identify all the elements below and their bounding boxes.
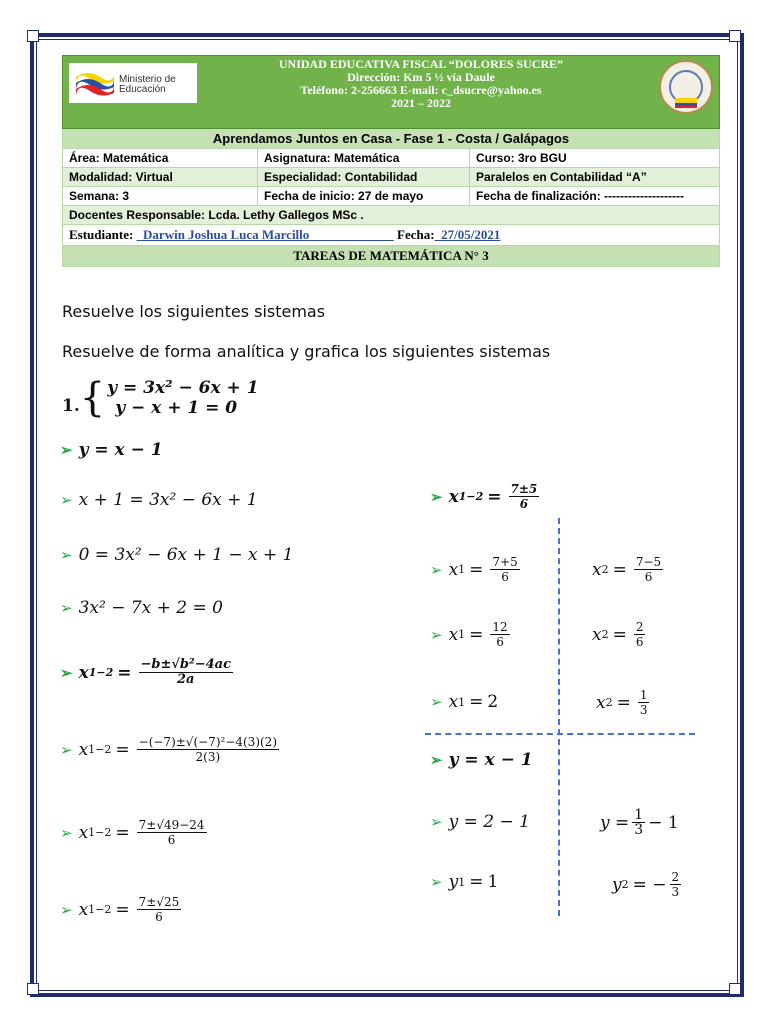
problem-number: 1.: [62, 396, 80, 416]
step-7: ➢ x 1−2 = $\frac{7\pm√49-24}{6}$: [60, 818, 205, 847]
especialidad-cell: Especialidad: Contabilidad: [258, 168, 470, 186]
r-step-4a: ➢ x 1 = 2: [430, 692, 499, 712]
arrow-icon: ➢: [60, 823, 73, 842]
school-info: [203, 58, 639, 110]
r-step-2a: ➢ x 1 = $\frac{7+5}{6}$: [430, 555, 518, 584]
arrow-icon: ➢: [60, 663, 73, 682]
school-contact: Teléfono: 2-256663 E-mail: c_dsucre@yahoo.es: [300, 83, 542, 97]
arrow-icon: ➢: [430, 625, 443, 644]
border-corner: [27, 983, 39, 995]
student-name: Darwin Joshua Luca Marcillo: [136, 227, 394, 242]
r-step-3b: x 2 = $\frac{2}{6}$: [592, 620, 644, 649]
instruction-1: Resuelve los siguientes sistemas: [62, 302, 326, 321]
step-4: ➢ 3x² − 7x + 2 = 0: [60, 598, 223, 618]
curso-cell: Curso: 3ro BGU: [476, 151, 567, 165]
border-corner: [729, 30, 741, 42]
equation-1: y = 3x² − 6x + 1: [107, 378, 259, 398]
r-step-6b: y = $\frac{1}{3}$ − 1: [600, 807, 679, 838]
school-emblem-icon: [659, 60, 713, 114]
vertical-dashed-line: [558, 518, 560, 916]
arrow-icon: ➢: [430, 560, 443, 579]
r-step-5: ➢ y = x − 1: [430, 750, 533, 770]
fecha-inicio-cell: Fecha de inicio: 27 de mayo: [258, 187, 470, 205]
r-step-7b: y 2 = − $\frac{2}{3}$: [612, 870, 680, 899]
instruction-2: Resuelve de forma analítica y grafica los siguientes sistemas: [62, 342, 551, 361]
step-8: ➢ x 1−2 = $\frac{7\pm√25}{6}$: [60, 895, 180, 924]
ministry-logo: [69, 63, 197, 103]
student-label: Estudiante:: [69, 227, 134, 242]
r-step-6a: ➢ y = 2 − 1: [430, 812, 530, 832]
header-table: [62, 55, 720, 267]
fecha-fin-cell: Fecha de finalización: --------------------: [476, 189, 684, 203]
equation-2: y − x + 1 = 0: [115, 398, 238, 418]
ecuador-wave-icon: [74, 69, 114, 97]
semana-cell: Semana: 3: [63, 187, 258, 205]
brace-icon: {: [79, 375, 106, 421]
arrow-icon: ➢: [60, 491, 73, 509]
phase-title: Aprendamos Juntos en Casa - Fase 1 - Costa / Galápagos: [212, 131, 570, 146]
arrow-icon: ➢: [430, 487, 443, 506]
horizontal-dashed-line: [425, 733, 695, 735]
r-step-3a: ➢ x 1 = $\frac{12}{6}$: [430, 620, 508, 649]
arrow-icon: ➢: [430, 873, 443, 891]
step-2: ➢ x + 1 = 3x² − 6x + 1: [60, 490, 258, 510]
school-banner: [62, 55, 720, 129]
arrow-icon: ➢: [60, 441, 73, 459]
step-6: ➢ x 1−2 = $\frac{\text{−(−7)±√(−7)²−4(3)(2)}}{2(3)}$: [60, 735, 277, 764]
border-corner: [27, 30, 39, 42]
r-step-2b: x 2 = $\frac{7-5}{6}$: [592, 555, 662, 584]
date-value: 27/05/2021: [434, 227, 501, 242]
r-step-1: ➢ x 1−2 = $\frac{7\pm 5}{6}$: [430, 482, 538, 511]
area-cell: Área: Matemática: [63, 149, 258, 167]
ministry-logo-text: Ministerio de Educación: [119, 74, 176, 95]
school-name: UNIDAD EDUCATIVA FISCAL “DOLORES SUCRE”: [278, 57, 564, 71]
r-step-7a: ➢ y 1 = 1: [430, 872, 499, 892]
student-row: [62, 225, 720, 246]
arrow-icon: ➢: [60, 900, 73, 919]
date-label: Fecha:: [397, 227, 435, 242]
modalidad-cell: Modalidad: Virtual: [63, 168, 258, 186]
info-row-2: [62, 168, 720, 187]
paralelos-cell: Paralelos en Contabilidad “A”: [476, 170, 647, 184]
info-row-3: [62, 187, 720, 206]
arrow-icon: ➢: [430, 813, 443, 831]
r-step-4b: x 2 = $\frac{1}{3}$: [596, 688, 648, 717]
docentes-cell: Docentes Responsable: Lcda. Lethy Gallegos MSc .: [69, 208, 364, 222]
tareas-row: [62, 246, 720, 267]
step-1: ➢ y = x − 1: [60, 440, 163, 460]
border-corner: [729, 983, 741, 995]
asignatura-cell: Asignatura: Matemática: [258, 149, 470, 167]
school-address: Dirección: Km 5 ½ vía Daule: [347, 70, 495, 84]
arrow-icon: ➢: [430, 693, 443, 711]
arrow-icon: ➢: [430, 751, 443, 769]
step-5: ➢ x 1−2 = $\frac{\text{−b±√b²−4ac}}{2a}$: [60, 657, 231, 687]
arrow-icon: ➢: [60, 599, 73, 617]
phase-row: [62, 129, 720, 149]
arrow-icon: ➢: [60, 546, 73, 564]
docentes-row: [62, 206, 720, 225]
info-row-1: [62, 149, 720, 168]
school-years: 2021 – 2022: [391, 96, 451, 110]
tareas-title: TAREAS DE MATEMÁTICA N° 3: [293, 248, 489, 263]
arrow-icon: ➢: [60, 740, 73, 759]
step-3: ➢ 0 = 3x² − 6x + 1 − x + 1: [60, 545, 294, 565]
system-equations: [62, 375, 259, 421]
